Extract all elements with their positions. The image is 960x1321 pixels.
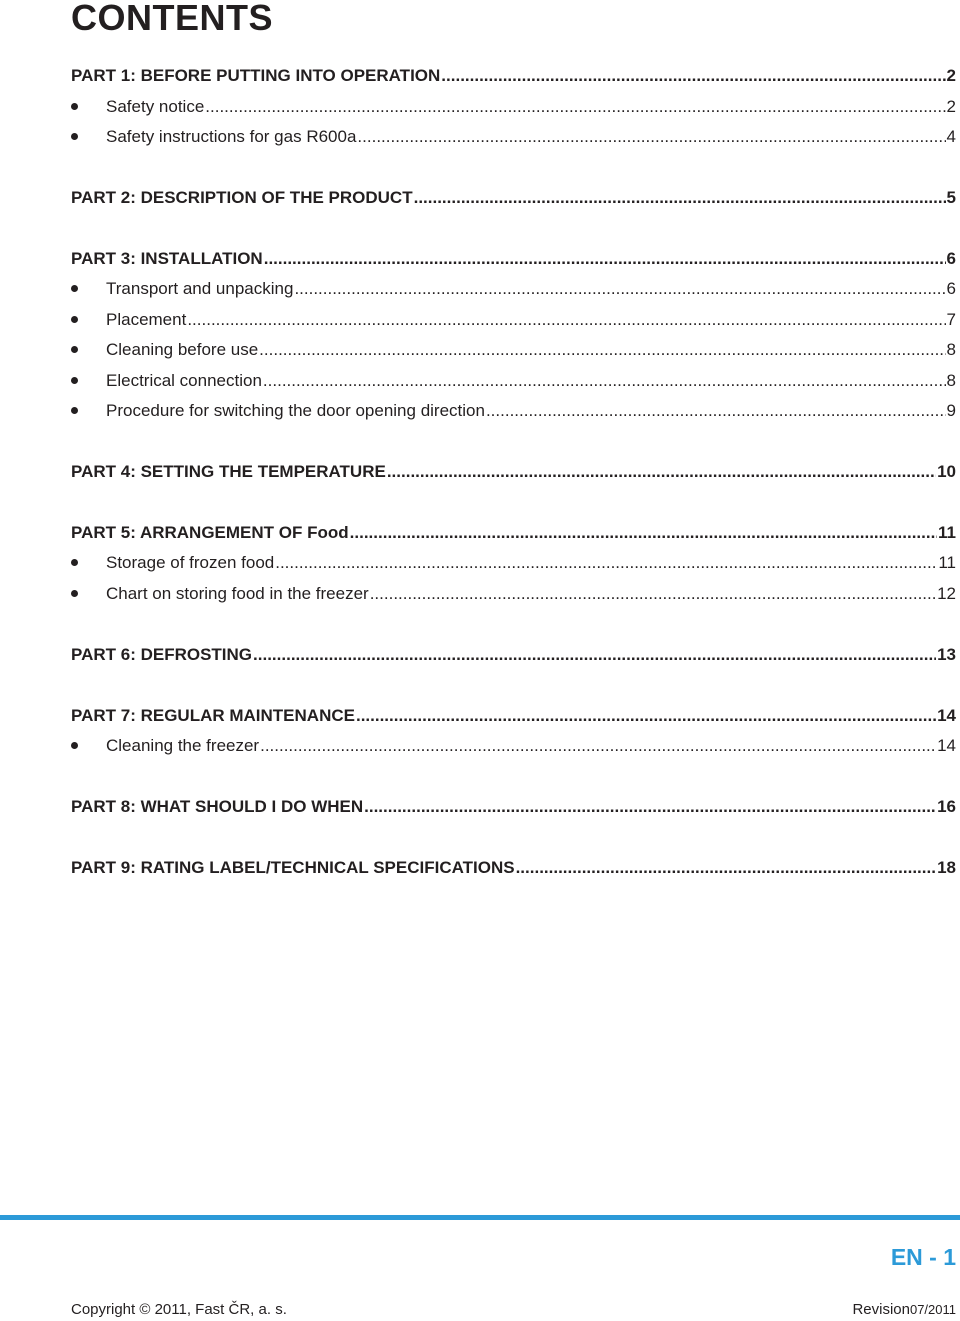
- bullet-icon: [71, 742, 78, 749]
- bullet-icon: [71, 346, 78, 353]
- toc-part-entry[interactable]: [71, 644, 956, 666]
- toc-entry-label: Electrical connection: [106, 371, 262, 390]
- toc-entry-page: 7: [946, 310, 956, 329]
- toc-entry-label: Storage of frozen food: [106, 553, 275, 572]
- toc-part-entry[interactable]: [71, 248, 956, 270]
- toc-entry-page: 9: [946, 401, 956, 420]
- toc-part-entry[interactable]: [71, 65, 956, 87]
- toc-entry-page: 5: [946, 188, 956, 207]
- toc-entry-label: Procedure for switching the door opening direction: [106, 401, 485, 420]
- bullet-icon: [71, 407, 78, 414]
- toc-entry-page: 11: [938, 553, 956, 572]
- toc-entry-label: Safety notice: [106, 97, 205, 116]
- dot-leader: [516, 857, 937, 879]
- page-title: CONTENTS: [71, 0, 273, 38]
- dot-leader: [259, 339, 945, 361]
- toc-entry-page: 10: [937, 462, 956, 481]
- toc-entry-label: PART 7: REGULAR MAINTENANCE: [71, 706, 355, 725]
- toc-entry-page: 11: [938, 523, 956, 542]
- bullet-icon: [71, 590, 78, 597]
- toc-part-entry[interactable]: [71, 705, 956, 727]
- bullet-icon: [71, 285, 78, 292]
- toc-sub-entry[interactable]: [71, 278, 956, 300]
- toc-sub-entry[interactable]: [71, 339, 956, 361]
- toc-entry-page: 2: [946, 66, 956, 85]
- dot-leader: [364, 796, 936, 818]
- toc-entry-page: 13: [937, 645, 956, 664]
- toc-entry-label: PART 3: INSTALLATION: [71, 249, 263, 268]
- dot-leader: [356, 705, 936, 727]
- toc-entry-label: Cleaning before use: [106, 340, 259, 359]
- toc-entry-page: 8: [946, 340, 956, 359]
- dot-leader: [350, 522, 937, 544]
- toc-entry-page: 4: [946, 127, 956, 146]
- bullet-icon: [71, 103, 78, 110]
- toc-entry-label: Chart on storing food in the freezer: [106, 584, 369, 603]
- toc-entry-page: 2: [946, 97, 956, 116]
- toc-entry-label: Placement: [106, 310, 187, 329]
- toc-sub-entry[interactable]: [71, 309, 956, 331]
- dot-leader: [486, 400, 946, 422]
- toc-part-entry[interactable]: [71, 796, 956, 818]
- toc-entry-label: Transport and unpacking: [106, 279, 294, 298]
- dot-leader: [357, 126, 945, 148]
- toc-sub-entry[interactable]: [71, 400, 956, 422]
- revision-label: Revision: [852, 1301, 910, 1318]
- dot-leader: [253, 644, 936, 666]
- bullet-icon: [71, 377, 78, 384]
- toc-entry-label: Cleaning the freezer: [106, 736, 260, 755]
- dot-leader: [441, 65, 945, 87]
- toc-entry-page: 14: [937, 736, 956, 755]
- toc-part-entry[interactable]: [71, 187, 956, 209]
- toc-sub-entry[interactable]: [71, 735, 956, 757]
- table-of-contents: [71, 0, 956, 900]
- dot-leader: [370, 583, 936, 605]
- toc-entry-page: 8: [946, 371, 956, 390]
- toc-part-entry[interactable]: [71, 461, 956, 483]
- toc-entry-page: 18: [937, 858, 956, 877]
- toc-entry-page: 16: [937, 797, 956, 816]
- toc-sub-entry[interactable]: [71, 552, 956, 574]
- toc-entry-page: 6: [946, 249, 956, 268]
- toc-sub-entry[interactable]: [71, 126, 956, 148]
- dot-leader: [263, 370, 946, 392]
- toc-entry-label: PART 9: RATING LABEL/TECHNICAL SPECIFICATIONS: [71, 858, 515, 877]
- toc-entry-label: PART 4: SETTING THE TEMPERATURE: [71, 462, 386, 481]
- toc-sub-entry[interactable]: [71, 96, 956, 118]
- toc-entry-label: PART 8: WHAT SHOULD I DO WHEN: [71, 797, 364, 816]
- footer-rule: [0, 1215, 960, 1220]
- dot-leader: [187, 309, 945, 331]
- toc-entry-label: PART 1: BEFORE PUTTING INTO OPERATION: [71, 66, 441, 85]
- revision-info: [852, 1301, 956, 1318]
- dot-leader: [275, 552, 937, 574]
- revision-date: 07/2011: [909, 1302, 956, 1317]
- toc-entry-label: PART 2: DESCRIPTION OF THE PRODUCT: [71, 188, 413, 207]
- toc-sub-entry[interactable]: [71, 583, 956, 605]
- toc-entry-page: 6: [946, 279, 956, 298]
- dot-leader: [387, 461, 936, 483]
- dot-leader: [294, 278, 945, 300]
- toc-entry-label: PART 6: DEFROSTING: [71, 645, 253, 664]
- toc-part-entry[interactable]: [71, 857, 956, 879]
- toc-sub-entry[interactable]: [71, 370, 956, 392]
- dot-leader: [260, 735, 936, 757]
- toc-entry-page: 12: [937, 584, 956, 603]
- toc-part-entry[interactable]: [71, 522, 956, 544]
- toc-entry-page: 14: [937, 706, 956, 725]
- bullet-icon: [71, 133, 78, 140]
- dot-leader: [264, 248, 946, 270]
- toc-entry-label: Safety instructions for gas R600a: [106, 127, 357, 146]
- page-number: EN - 1: [890, 1244, 956, 1270]
- dot-leader: [205, 96, 945, 118]
- dot-leader: [414, 187, 946, 209]
- bullet-icon: [71, 316, 78, 323]
- toc-entry-label: PART 5: ARRANGEMENT OF Food: [71, 523, 349, 542]
- bullet-icon: [71, 559, 78, 566]
- copyright-notice: Copyright © 2011, Fast ČR, a. s.: [71, 1301, 287, 1318]
